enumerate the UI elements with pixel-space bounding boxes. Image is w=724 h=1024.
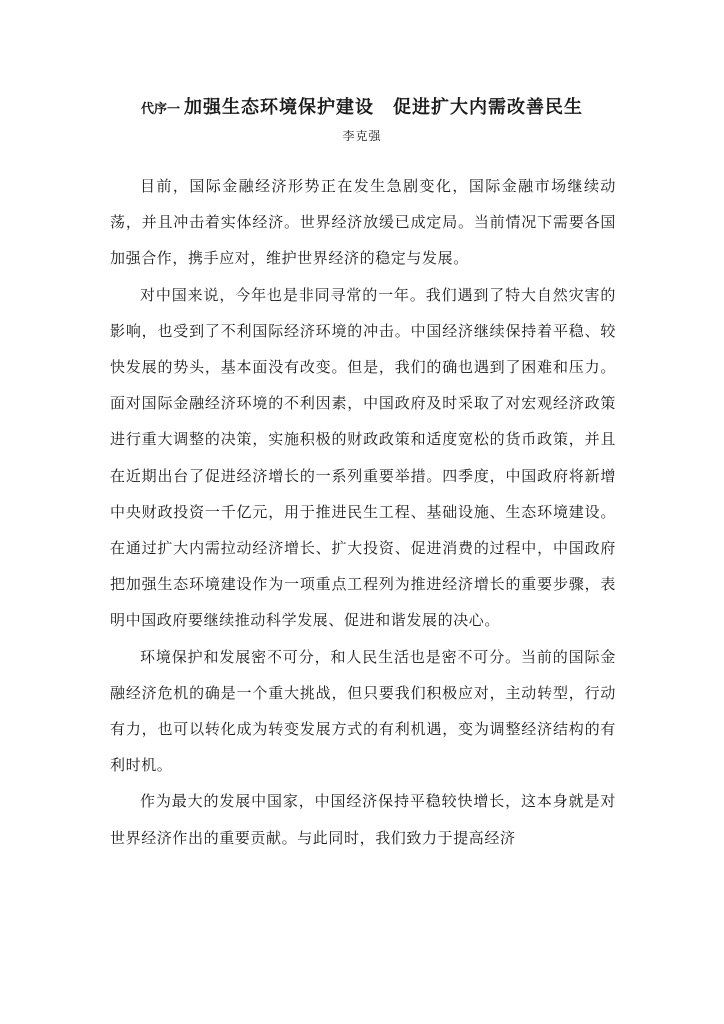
- title-text: 加强生态环境保护建设 促进扩大内需改善民生: [184, 97, 583, 118]
- title-prefix: 代序一: [140, 102, 180, 117]
- document-title: [0, 96, 724, 122]
- document-body: [110, 168, 616, 856]
- author-name: 李克强: [342, 129, 382, 143]
- paragraph: 对中国来说，今年也是非同寻常的一年。我们遇到了特大自然灾害的影响，也受到了不利国际经济环境的冲击。中国经济继续保持着平稳、较快发展的势头，基本面没有改变。但是，我们的确也遇到了困难和压力。面对国际金融经济环境的不利因素，中国政府及时采取了对宏观经济政策进行重大调整的决策，实施积极的财政政策和适度宽松的货币政策，并且在近期出台了促进经济增长的一系列重要举措。四季度，中国政府将新增中央财政投资一千亿元，用于推进民生工程、基础设施、生态环境建设。在通过扩大内需拉动经济增长、扩大投资、促进消费的过程中，中国政府把加强生态环境建设作为一项重点工程列为推进经济增长的重要步骤，表明中国政府要继续推动科学发展、促进和谐发展的决心。: [110, 285, 616, 630]
- paragraph: 环境保护和发展密不可分，和人民生活也是密不可分。当前的国际金融经济危机的确是一个重大挑战，但只要我们积极应对，主动转型，行动有力，也可以转化成为转变发展方式的有利机遇，变为调整经济结构的有利时机。: [110, 647, 616, 775]
- paragraph: 作为最大的发展中国家，中国经济保持平稳较快增长，这本身就是对世界经济作出的重要贡献。与此同时，我们致力于提高经济: [110, 792, 616, 847]
- paragraph: 目前，国际金融经济形势正在发生急剧变化，国际金融市场继续动荡，并且冲击着实体经济。世界经济放缓已成定局。当前情况下需要各国加强合作，携手应对，维护世界经济的稳定与发展。: [110, 177, 616, 268]
